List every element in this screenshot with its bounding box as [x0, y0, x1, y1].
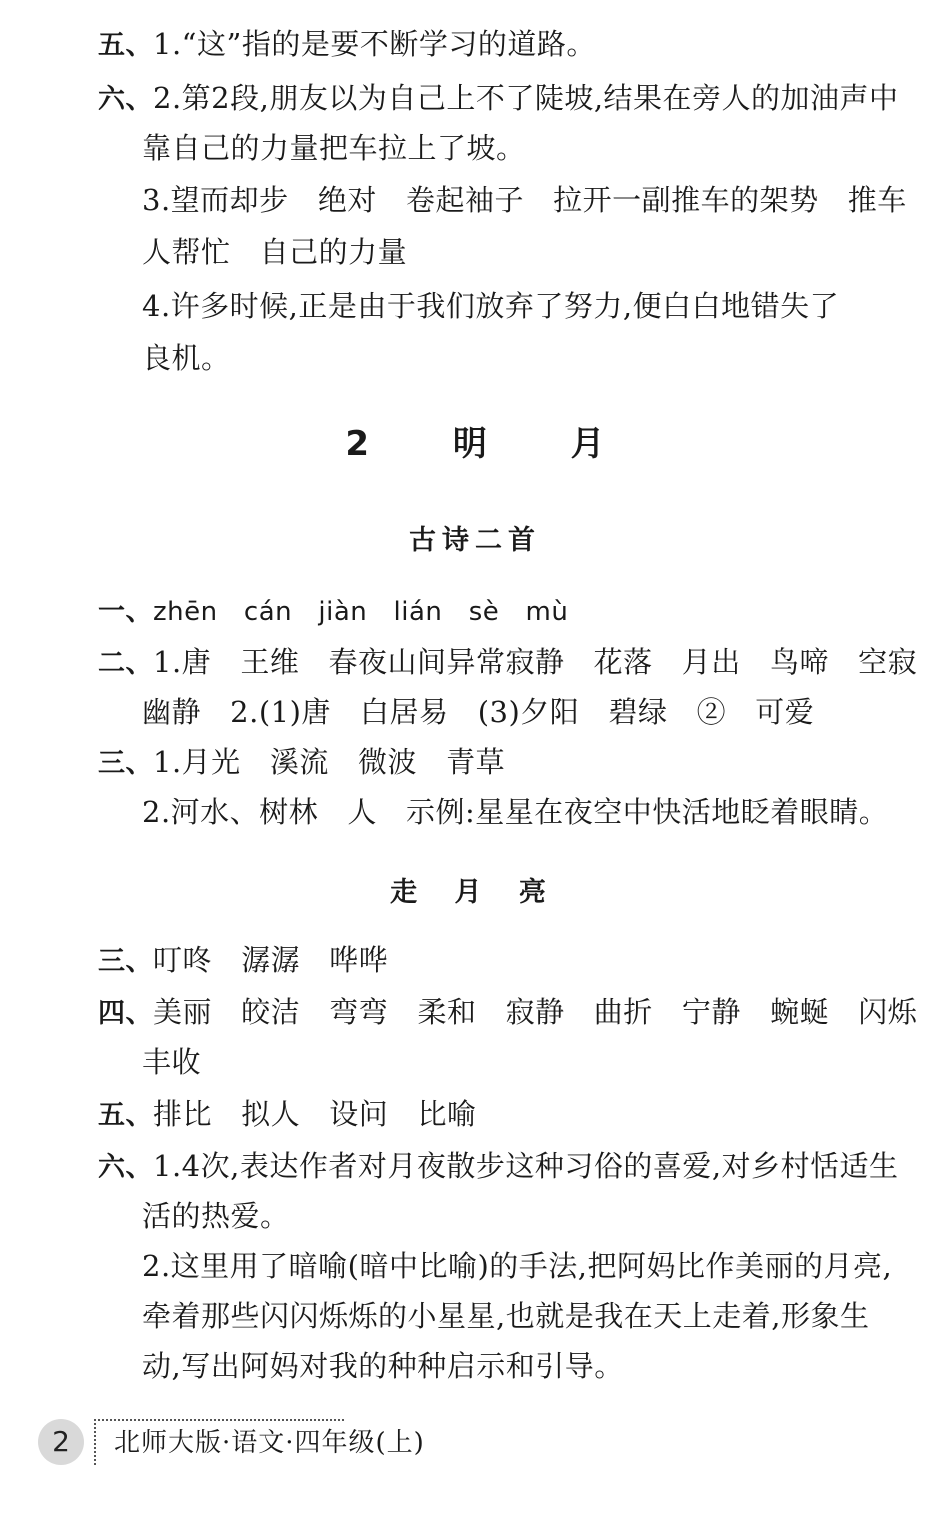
pinyin-text: zhēn cán jiàn lián sè mù [153, 597, 569, 627]
answer-text: 1.唐 王维 春夜山间异常寂静 花落 月出 鸟啼 空寂 [153, 645, 918, 679]
answer-line-2-2: 幽静 2.(1)唐 白居易 (3)夕阳 碧绿 ② 可爱 [142, 695, 815, 729]
answer-line-continuation: 牵着那些闪闪烁烁的小星星,也就是我在天上走着,形象生 [142, 1299, 870, 1333]
answer-line-3 [98, 940, 922, 980]
answer-line-3-1 [98, 742, 922, 782]
answer-text: 1.“这”指的是要不断学习的道路。 [153, 27, 596, 61]
section-label: 二、 [98, 648, 153, 679]
answer-line-3-2: 2.河水、树林 人 示例:星星在夜空中快活地眨着眼睛。 [142, 795, 889, 829]
answer-line-6-1 [98, 1146, 922, 1186]
answer-line-continuation: 动,写出阿妈对我的种种启示和引导。 [142, 1349, 624, 1383]
answer-line-1 [98, 590, 922, 630]
answer-line-continuation: 良机。 [142, 341, 231, 375]
lesson-title: 2 明 月 [345, 424, 641, 464]
section-label: 三、 [98, 748, 153, 779]
answer-line-continuation: 丰收 [142, 1045, 202, 1079]
answer-text: 排比 拟人 设问 比喻 [153, 1097, 477, 1131]
answer-line-5-1 [98, 24, 922, 64]
section-label: 一、 [98, 596, 153, 627]
answer-line-4 [98, 992, 922, 1032]
answer-line-continuation: 活的热爱。 [142, 1199, 290, 1233]
section-label: 六、 [98, 1152, 153, 1183]
answer-line-6-2b: 2.这里用了暗喻(暗中比喻)的手法,把阿妈比作美丽的月亮, [142, 1249, 893, 1283]
book-title: 北师大版·语文·四年级(上) [114, 1428, 425, 1458]
answer-text: 1.4次,表达作者对月夜散步这种习俗的喜爱,对乡村恬适生 [153, 1149, 899, 1183]
answer-line-5 [98, 1094, 922, 1134]
answer-text: 1.月光 溪流 微波 青草 [153, 745, 506, 779]
answer-text: 2.第2段,朋友以为自己上不了陡坡,结果在旁人的加油声中 [153, 81, 899, 115]
answer-line-continuation: 靠自己的力量把车拉上了坡。 [142, 131, 526, 165]
section-label: 五、 [98, 1100, 153, 1131]
page-footer [38, 1419, 538, 1465]
page-number: 2 [38, 1419, 84, 1465]
answer-line-6-4: 4.许多时候,正是由于我们放弃了努力,便白白地错失了 [142, 289, 840, 323]
answer-line-6-3: 3.望而却步 绝对 卷起袖子 拉开一副推车的架势 推车 [142, 183, 907, 217]
answer-line-6-2 [98, 78, 922, 118]
answer-text: 美丽 皎洁 弯弯 柔和 寂静 曲折 宁静 蜿蜒 闪烁 [153, 995, 918, 1029]
section-title-ancient-poems: 古诗二首 [409, 525, 541, 556]
answer-text: 叮咚 潺潺 哗哗 [153, 943, 389, 977]
answer-line-2-1 [98, 642, 922, 682]
section-label: 六、 [98, 84, 153, 115]
section-label: 三、 [98, 946, 153, 977]
answer-line-continuation: 人帮忙 自己的力量 [142, 235, 408, 269]
section-label: 四、 [98, 998, 153, 1029]
section-label: 五、 [98, 30, 153, 61]
section-title-walking-moon: 走 月 亮 [390, 877, 560, 908]
